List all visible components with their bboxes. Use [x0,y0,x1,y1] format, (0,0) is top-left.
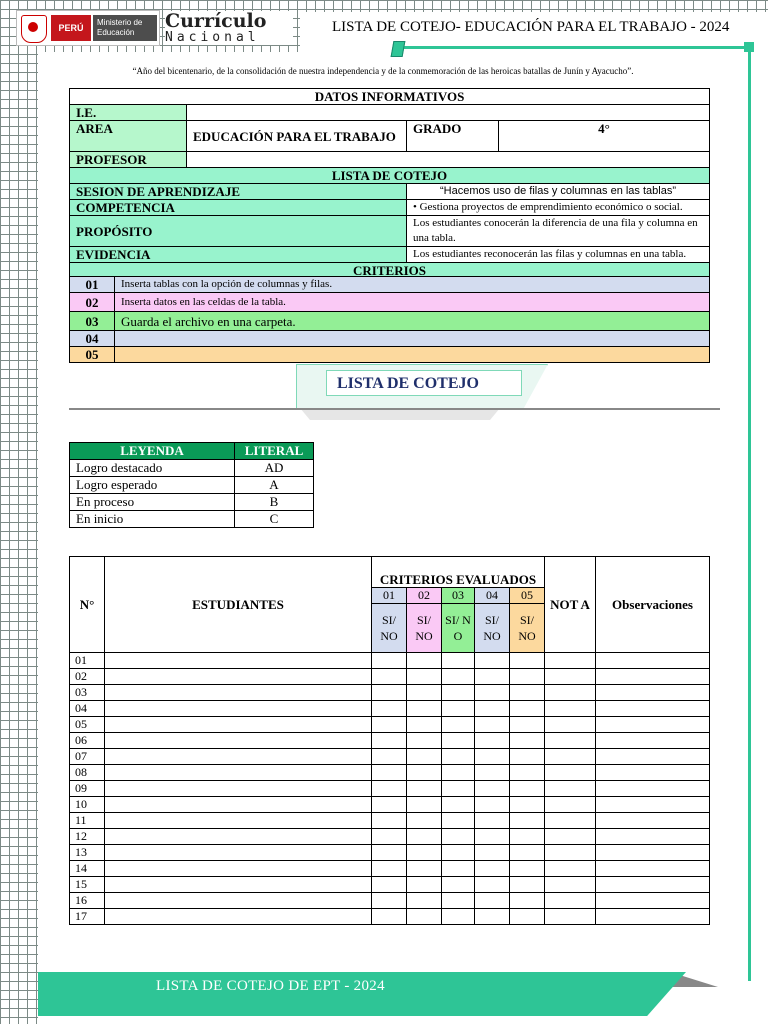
criterio-cell[interactable] [372,765,407,781]
student-name-cell[interactable] [105,701,372,717]
criterio-text: Guarda el archivo en una carpeta. [115,312,710,331]
criterio-cell[interactable] [372,845,407,861]
student-row [70,733,710,749]
logo-ministerio-label: Ministerio de Educación [93,15,157,41]
criterio-cell[interactable] [475,653,510,669]
student-row [70,813,710,829]
nota-cell[interactable] [545,717,596,733]
crit-01-header: 01 [372,588,407,604]
criterio-cell[interactable] [407,669,442,685]
area-value: EDUCACIÓN PARA EL TRABAJO [187,121,407,152]
student-num: 04 [70,701,105,717]
observaciones-cell[interactable] [596,749,710,765]
criterio-cell[interactable] [407,749,442,765]
student-name-cell[interactable] [105,717,372,733]
nota-cell[interactable] [545,829,596,845]
criterio-cell[interactable] [510,685,545,701]
criterio-cell[interactable] [510,813,545,829]
criterio-cell[interactable] [475,733,510,749]
student-row [70,781,710,797]
criterio-cell[interactable] [510,733,545,749]
student-num: 08 [70,765,105,781]
literal-header: LITERAL [235,443,314,460]
legend-literal: C [235,511,314,528]
observaciones-cell[interactable] [596,845,710,861]
criterio-row [70,277,710,293]
criterio-cell[interactable] [372,813,407,829]
student-name-cell[interactable] [105,653,372,669]
criterio-cell[interactable] [372,829,407,845]
student-num: 06 [70,733,105,749]
criterio-cell[interactable] [510,797,545,813]
curriculo-nacional-logo [165,11,293,45]
criterio-cell[interactable] [442,653,475,669]
legend-table [69,442,314,528]
criterio-cell[interactable] [510,749,545,765]
legend-row [70,494,314,511]
criterio-cell[interactable] [442,909,475,925]
decor-node [391,41,406,57]
criterio-cell[interactable] [407,829,442,845]
proposito-value: Los estudiantes conocerán la diferencia de una fila y columna en una tabla. [407,216,710,247]
evidencia-value: Los estudiantes reconocerán las filas y columnas en una tabla. [407,247,710,263]
shield-icon [21,15,47,43]
criterio-cell[interactable] [475,717,510,733]
student-row [70,829,710,845]
criterio-cell[interactable] [372,685,407,701]
observaciones-cell[interactable] [596,813,710,829]
student-row [70,893,710,909]
criterio-cell[interactable] [510,781,545,797]
criterio-num: 02 [70,293,115,312]
criterio-cell[interactable] [442,893,475,909]
observaciones-cell[interactable] [596,765,710,781]
nota-cell[interactable] [545,749,596,765]
student-num: 09 [70,781,105,797]
legend-row [70,511,314,528]
student-name-cell[interactable] [105,861,372,877]
profesor-value [187,152,710,168]
student-num: 05 [70,717,105,733]
observaciones-cell[interactable] [596,829,710,845]
student-row [70,669,710,685]
student-num: 13 [70,845,105,861]
observaciones-cell[interactable] [596,701,710,717]
grid-background-left [0,0,38,1024]
student-row [70,653,710,669]
student-name-cell[interactable] [105,669,372,685]
criterio-cell[interactable] [372,893,407,909]
legend-literal: AD [235,460,314,477]
area-label: AREA [70,121,187,152]
criterios-header: CRITERIOS EVALUADOS [372,557,545,588]
criterio-num: 03 [70,312,115,331]
criterio-cell[interactable] [475,829,510,845]
criterio-cell[interactable] [475,685,510,701]
criterio-cell[interactable] [372,701,407,717]
criterio-cell[interactable] [372,909,407,925]
nota-cell[interactable] [545,701,596,717]
document-title: LISTA DE COTEJO- EDUCACIÓN PARA EL TRABAJO - 2024 [300,12,768,52]
legend-row [70,460,314,477]
criterio-cell[interactable] [442,781,475,797]
nota-cell[interactable] [545,813,596,829]
criterio-cell[interactable] [407,653,442,669]
sesion-label: SESION DE APRENDIZAJE [70,184,407,200]
criterio-cell[interactable] [442,749,475,765]
info-table [69,88,710,279]
students-header: ESTUDIANTES [105,557,372,653]
criterio-cell[interactable] [407,861,442,877]
evidencia-label: EVIDENCIA [70,247,407,263]
criterio-cell[interactable] [475,749,510,765]
nota-cell[interactable] [545,797,596,813]
student-row [70,765,710,781]
observaciones-cell[interactable] [596,861,710,877]
student-name-cell[interactable] [105,765,372,781]
brand-line-1: Currículo [165,10,267,32]
nota-cell[interactable] [545,781,596,797]
criterio-text: Inserta tablas con la opción de columnas y filas. [115,277,710,293]
criterio-cell[interactable] [442,765,475,781]
brand-line-2: Nacional [165,30,260,45]
legend-label: Logro esperado [70,477,235,494]
section-title: DATOS INFORMATIVOS [70,89,710,105]
student-name-cell[interactable] [105,893,372,909]
criterio-cell[interactable] [407,845,442,861]
year-quote: “Año del bicentenario, de la consolidación de nuestra independencia y de la conmemoración de las heroicas batallas de Junín y Ayacucho”. [132,66,634,76]
student-row [70,717,710,733]
criterio-cell[interactable] [510,653,545,669]
lista-title: LISTA DE COTEJO [70,168,710,184]
sino-01: SI/ NO [372,604,407,653]
criterio-cell[interactable] [475,861,510,877]
criterio-cell[interactable] [475,893,510,909]
observaciones-header: Observaciones [596,557,710,653]
criterio-cell[interactable] [475,701,510,717]
nota-cell[interactable] [545,653,596,669]
criterio-cell[interactable] [510,877,545,893]
crit-05-header: 05 [510,588,545,604]
criterio-cell[interactable] [475,669,510,685]
criterio-cell[interactable] [442,829,475,845]
profesor-label: PROFESOR [70,152,187,168]
criterio-cell[interactable] [475,813,510,829]
criterio-row [70,312,710,331]
criterio-cell[interactable] [407,685,442,701]
criterio-num: 01 [70,277,115,293]
student-num: 12 [70,829,105,845]
student-row [70,797,710,813]
criterio-cell[interactable] [510,909,545,925]
nota-header: NOT A [545,557,596,653]
criterios-title: CRITERIOS [70,263,710,279]
decor-line-vertical [748,46,751,981]
student-num: 17 [70,909,105,925]
student-name-cell[interactable] [105,845,372,861]
observaciones-cell[interactable] [596,909,710,925]
decor-node-right [744,42,754,52]
criterio-cell[interactable] [510,861,545,877]
nota-cell[interactable] [545,669,596,685]
ie-label: I.E. [70,105,187,121]
criterio-cell[interactable] [407,765,442,781]
student-name-cell[interactable] [105,733,372,749]
criterio-cell[interactable] [372,669,407,685]
criterio-cell[interactable] [475,797,510,813]
student-name-cell[interactable] [105,909,372,925]
criterio-cell[interactable] [442,733,475,749]
criterio-cell[interactable] [372,653,407,669]
observaciones-cell[interactable] [596,781,710,797]
observaciones-cell[interactable] [596,797,710,813]
num-header: N° [70,557,105,653]
logo-peru-label: PERÚ [51,15,91,41]
student-num: 11 [70,813,105,829]
student-num: 07 [70,749,105,765]
sino-02: SI/ NO [407,604,442,653]
criterio-text: Inserta datos en las celdas de la tabla. [115,293,710,312]
student-name-cell[interactable] [105,749,372,765]
criterio-text [115,331,710,347]
criterio-cell[interactable] [475,877,510,893]
student-num: 15 [70,877,105,893]
criterio-cell[interactable] [407,733,442,749]
criterio-cell[interactable] [510,701,545,717]
student-row [70,749,710,765]
criterio-cell[interactable] [407,797,442,813]
criterio-cell[interactable] [510,829,545,845]
legend-label: En inicio [70,511,235,528]
lista-cotejo-banner [296,364,546,408]
nota-cell[interactable] [545,733,596,749]
criterio-cell[interactable] [442,861,475,877]
criterio-num: 04 [70,331,115,347]
criterio-cell[interactable] [510,893,545,909]
criterio-cell[interactable] [475,909,510,925]
sino-03: SI/ N O [442,604,475,653]
observaciones-cell[interactable] [596,653,710,669]
criterio-cell[interactable] [407,893,442,909]
criterio-cell[interactable] [372,797,407,813]
observaciones-cell[interactable] [596,717,710,733]
ie-value [187,105,710,121]
criterio-cell[interactable] [510,717,545,733]
student-row [70,845,710,861]
student-name-cell[interactable] [105,685,372,701]
grado-value: 4° [499,121,710,152]
nota-cell[interactable] [545,845,596,861]
nota-cell[interactable] [545,765,596,781]
nota-cell[interactable] [545,909,596,925]
sesion-value: “Hacemos uso de filas y columnas en las tablas” [407,184,710,200]
criterios-table [69,276,710,363]
sino-05: SI/ NO [510,604,545,653]
legend-label: Logro destacado [70,460,235,477]
criterio-text [115,347,710,363]
student-row [70,877,710,893]
criterio-num: 05 [70,347,115,363]
decor-line [398,46,753,49]
criterio-cell[interactable] [407,877,442,893]
banner-title: LISTA DE COTEJO [326,370,522,396]
crit-02-header: 02 [407,588,442,604]
criterio-cell[interactable] [407,909,442,925]
criterio-cell[interactable] [442,877,475,893]
proposito-label: PROPÓSITO [70,216,407,247]
criterio-cell[interactable] [442,717,475,733]
nota-cell[interactable] [545,861,596,877]
criterio-cell[interactable] [407,701,442,717]
criterio-cell[interactable] [407,781,442,797]
student-num: 10 [70,797,105,813]
criterio-cell[interactable] [510,845,545,861]
criterio-row [70,331,710,347]
competencia-label: COMPETENCIA [70,200,407,216]
observaciones-cell[interactable] [596,685,710,701]
nota-cell[interactable] [545,893,596,909]
student-num: 16 [70,893,105,909]
student-name-cell[interactable] [105,797,372,813]
student-num: 14 [70,861,105,877]
criterio-cell[interactable] [442,701,475,717]
footer-title: LISTA DE COTEJO DE EPT - 2024 [156,978,385,994]
student-row [70,909,710,925]
criterio-cell[interactable] [475,765,510,781]
student-num: 01 [70,653,105,669]
crit-04-header: 04 [475,588,510,604]
criterio-cell[interactable] [475,781,510,797]
competencia-value: • Gestiona proyectos de emprendimiento económico o social. [407,200,710,216]
criterio-cell[interactable] [510,765,545,781]
criterio-cell[interactable] [442,845,475,861]
criterio-cell[interactable] [442,669,475,685]
criterio-row [70,293,710,312]
criterio-cell[interactable] [372,861,407,877]
criterio-cell[interactable] [372,781,407,797]
legend-label: En proceso [70,494,235,511]
student-num: 03 [70,685,105,701]
criterio-cell[interactable] [372,733,407,749]
criterio-cell[interactable] [407,813,442,829]
student-row [70,701,710,717]
student-row [70,861,710,877]
observaciones-cell[interactable] [596,877,710,893]
observaciones-cell[interactable] [596,733,710,749]
observaciones-cell[interactable] [596,893,710,909]
criterio-cell[interactable] [442,685,475,701]
nota-cell[interactable] [545,877,596,893]
criterio-row [70,347,710,363]
criterio-cell[interactable] [372,749,407,765]
grado-label: GRADO [407,121,499,152]
criterio-cell[interactable] [442,813,475,829]
legend-literal: A [235,477,314,494]
criterio-cell[interactable] [372,717,407,733]
student-name-cell[interactable] [105,813,372,829]
student-name-cell[interactable] [105,829,372,845]
legend-literal: B [235,494,314,511]
criterio-cell[interactable] [442,797,475,813]
student-name-cell[interactable] [105,877,372,893]
criterio-cell[interactable] [407,717,442,733]
divider [69,408,720,410]
student-name-cell[interactable] [105,781,372,797]
minedu-logo [16,10,160,46]
student-num: 02 [70,669,105,685]
nota-cell[interactable] [545,685,596,701]
criterio-cell[interactable] [475,845,510,861]
legend-row [70,477,314,494]
observaciones-cell[interactable] [596,669,710,685]
crit-03-header: 03 [442,588,475,604]
student-row [70,685,710,701]
legend-header: LEYENDA [70,443,235,460]
criterio-cell[interactable] [372,877,407,893]
sino-04: SI/ NO [475,604,510,653]
students-table [69,556,710,925]
criterio-cell[interactable] [510,669,545,685]
